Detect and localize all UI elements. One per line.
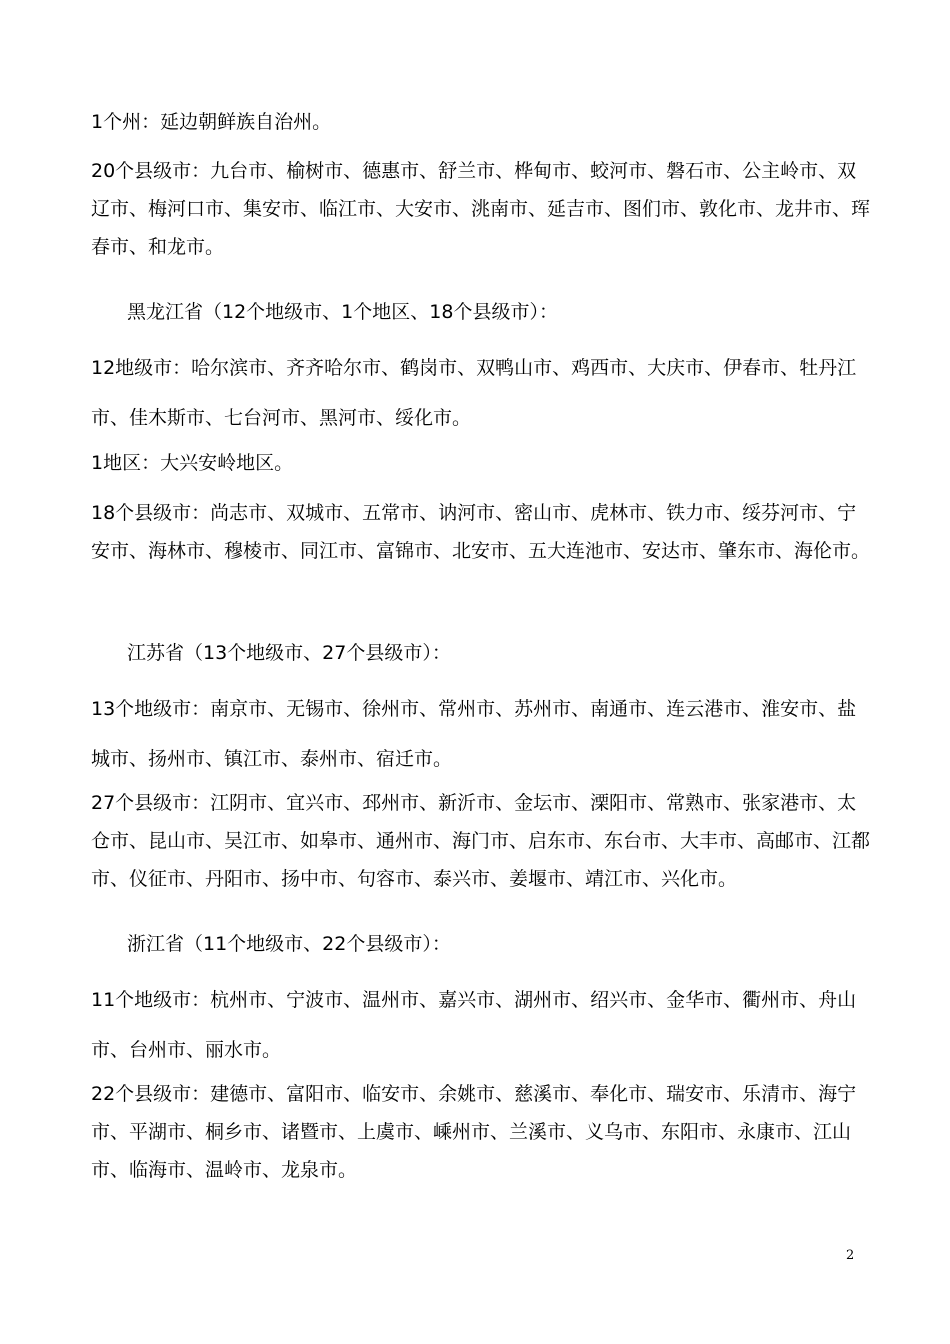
jiangsu-heading: 江苏省（13个地级市、27个县级市）： xyxy=(127,642,451,664)
jiangsu-county-cities-paragraph: 27个县级市：江阴市、宜兴市、邳州市、新沂市、金坛市、溧阳市、常熟市、张家港市、太仓市、昆山市、吴江市、如皋市、通州市、海门市、启东市、东台市、大丰市、高邮市、江都市、仪征市、丹阳市、扬中市、句容市、泰兴市、姜堰市、靖江市、兴化市。 xyxy=(91,792,871,890)
zhejiang-prefecture-cities-paragraph: 11个地级市：杭州市、宁波市、温州市、嘉兴市、湖州市、绍兴市、金华市、衢州市、舟山市、台州市、丽水市。 xyxy=(91,989,857,1061)
zhejiang-heading: 浙江省（11个地级市、22个县级市）： xyxy=(127,933,451,955)
heilongjiang-heading: 黑龙江省（12个地级市、1个地区、18个县级市）： xyxy=(127,301,558,323)
heilongjiang-prefecture-cities-paragraph: 12地级市：哈尔滨市、齐齐哈尔市、鹤岗市、双鸭山市、鸡西市、大庆市、伊春市、牡丹江市、佳木斯市、七台河市、黑河市、绥化市。 xyxy=(91,357,857,429)
jiangsu-prefecture-cities-paragraph: 13个地级市：南京市、无锡市、徐州市、常州市、苏州市、南通市、连云港市、淮安市、盐城市、扬州市、镇江市、泰州市、宿迁市。 xyxy=(91,698,857,770)
heilongjiang-region-paragraph: 1地区：大兴安岭地区。 xyxy=(91,452,294,474)
jilin-prefecture-paragraph: 1个州：延边朝鲜族自治州。 xyxy=(91,111,332,133)
jilin-county-cities-paragraph: 20个县级市：九台市、榆树市、德惠市、舒兰市、桦甸市、蛟河市、磐石市、公主岭市、双辽市、梅河口市、集安市、临江市、大安市、洮南市、延吉市、图们市、敦化市、龙井市、珲春市、和龙市。 xyxy=(91,160,871,258)
heilongjiang-county-cities-paragraph: 18个县级市：尚志市、双城市、五常市、讷河市、密山市、虎林市、铁力市、绥芬河市、宁安市、海林市、穆棱市、同江市、富锦市、北安市、五大连池市、安达市、肇东市、海伦市。 xyxy=(91,502,871,562)
page-number: 2 xyxy=(846,1248,855,1263)
zhejiang-county-cities-paragraph: 22个县级市：建德市、富阳市、临安市、余姚市、慈溪市、奉化市、瑞安市、乐清市、海宁市、平湖市、桐乡市、诸暨市、上虞市、嵊州市、兰溪市、义乌市、东阳市、永康市、江山市、临海市、温岭市、龙泉市。 xyxy=(91,1083,857,1181)
